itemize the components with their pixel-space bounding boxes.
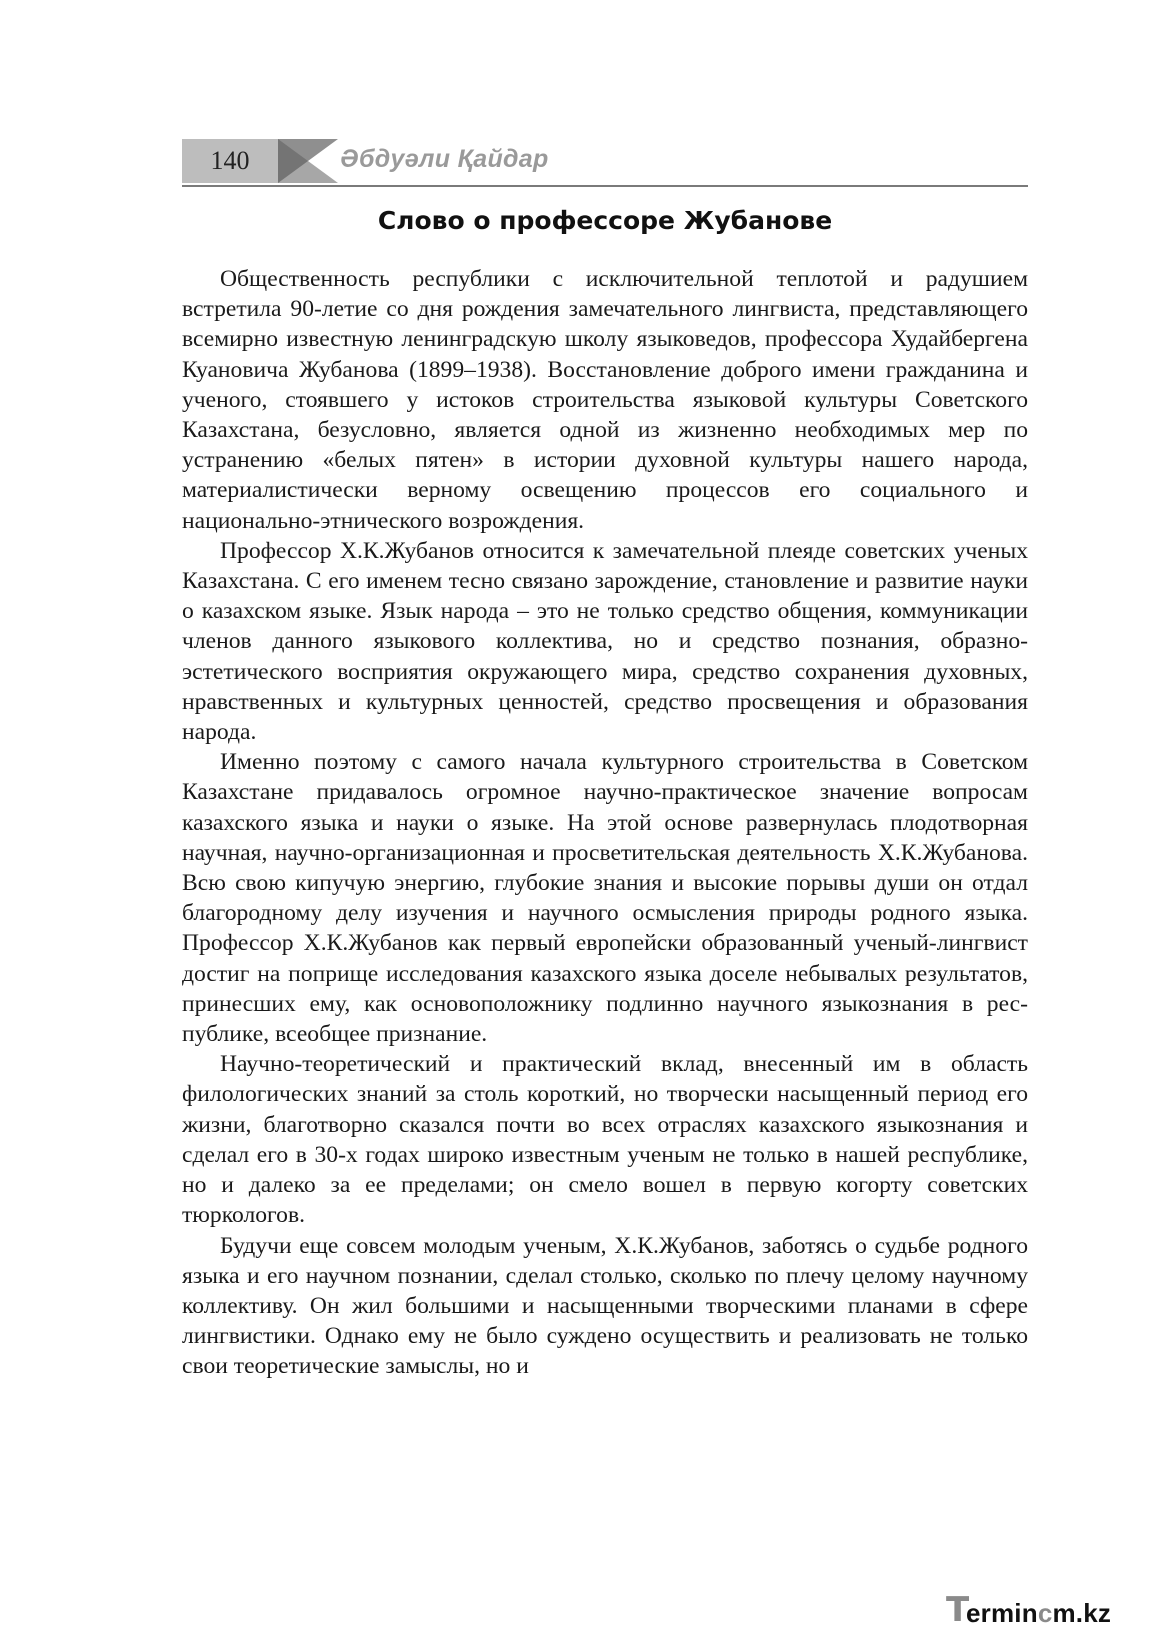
watermark-text [966,1598,1111,1629]
paragraph-3: Именно поэтому с самого начала культурного строительства в Советском Казахстане придавалось огромное научно-практическое значение вопросам казахского языка и науки о языке. На этой основе развернулась плодотворная научная, научно-организационная и просветительская деятельность Х.К.Жубанова. Всю свою кипучую энергию, глубокие знания и высокие порывы души он отдал благородному делу изучения и научного осмысления природы родного языка. Профессор Х.К.Жубанов как первый европейски образованный ученый-лингвист достиг на поприще исследования казахского языка доселе небывалых результатов, принесших ему, как основоположнику подлинно научного языкознания в республике, всеобщее признание. [182,749,1028,1048]
running-head-author: Әбдуәли Қайдар [340,145,549,173]
running-head [182,139,1028,187]
paragraph-2: Профессор Х.К.Жубанов относится к замечательной плеяде советских ученых Казахстана. С его именем тесно связано зарождение, становление и развитие науки о казахском языке. Язык народа – это не только средство общения, коммуникации членов данного языкового коллектива, но и средство познания, образно-эстетического восприятия окружающего мира, средство сохранения духовных, нравственных и культурных ценностей, средство просвещения и образования народа. [182,537,1028,746]
paragraph-1: Общественность республики с исключительной теплотой и радушием встретила 90-летие со дня рождения замечательного лингвиста, представляющего всемирно известную ленинградскую школу языковедов, профессора Худайбергена Куановича Жубанова (1899–1938). Восстановление доброго имени гражданина и ученого, стоявшего у истоков строительства языковой культуры Советского Казахстана, безусловно, является одной из жизненно необходимых мер по устранению «белых пятен» в истории духовной культуры нашего народа, материалистически верному освещению процессов его социального и национально-этнического возрождения. [182,266,1028,534]
termincom-watermark [946,1590,1146,1628]
watermark-initial: T [946,1590,970,1630]
tab-wedge-shade [278,139,338,183]
article-title: Слово о профессоре Жубанове [377,206,833,235]
watermark-part-2: m.kz [1052,1598,1112,1628]
paragraph-5: Будучи еще совсем молодым ученым, Х.К.Жубанов, заботясь о судьбе родного языка и его научном познании, сделал столько, сколько по плечу целому научному коллективу. Он жил большими и насыщенными творческими планами в сфере лингвистики. Однако ему не было суждено осуществить и реализовать не только свои теоретические замыслы, но и [182,1232,1028,1380]
watermark-part-1: ermin [966,1598,1038,1628]
paragraph-4: Научно-теоретический и практический вклад, внесенный им в область филологических знаний за столь короткий, но творчески насыщенный период его жизни, благотворно сказался почти во всех отраслях казахского языкознания и сделал его в 30-х годах широко известным ученым не только в нашей республике, но и далеко за ее пределами; он смело вошел в первую когорту советских тюркологов. [182,1051,1028,1229]
page-number: 140 [210,146,250,175]
header-divider [182,185,1028,187]
watermark-magnifier-o: c [1037,1598,1053,1628]
article-body [182,264,1028,1382]
